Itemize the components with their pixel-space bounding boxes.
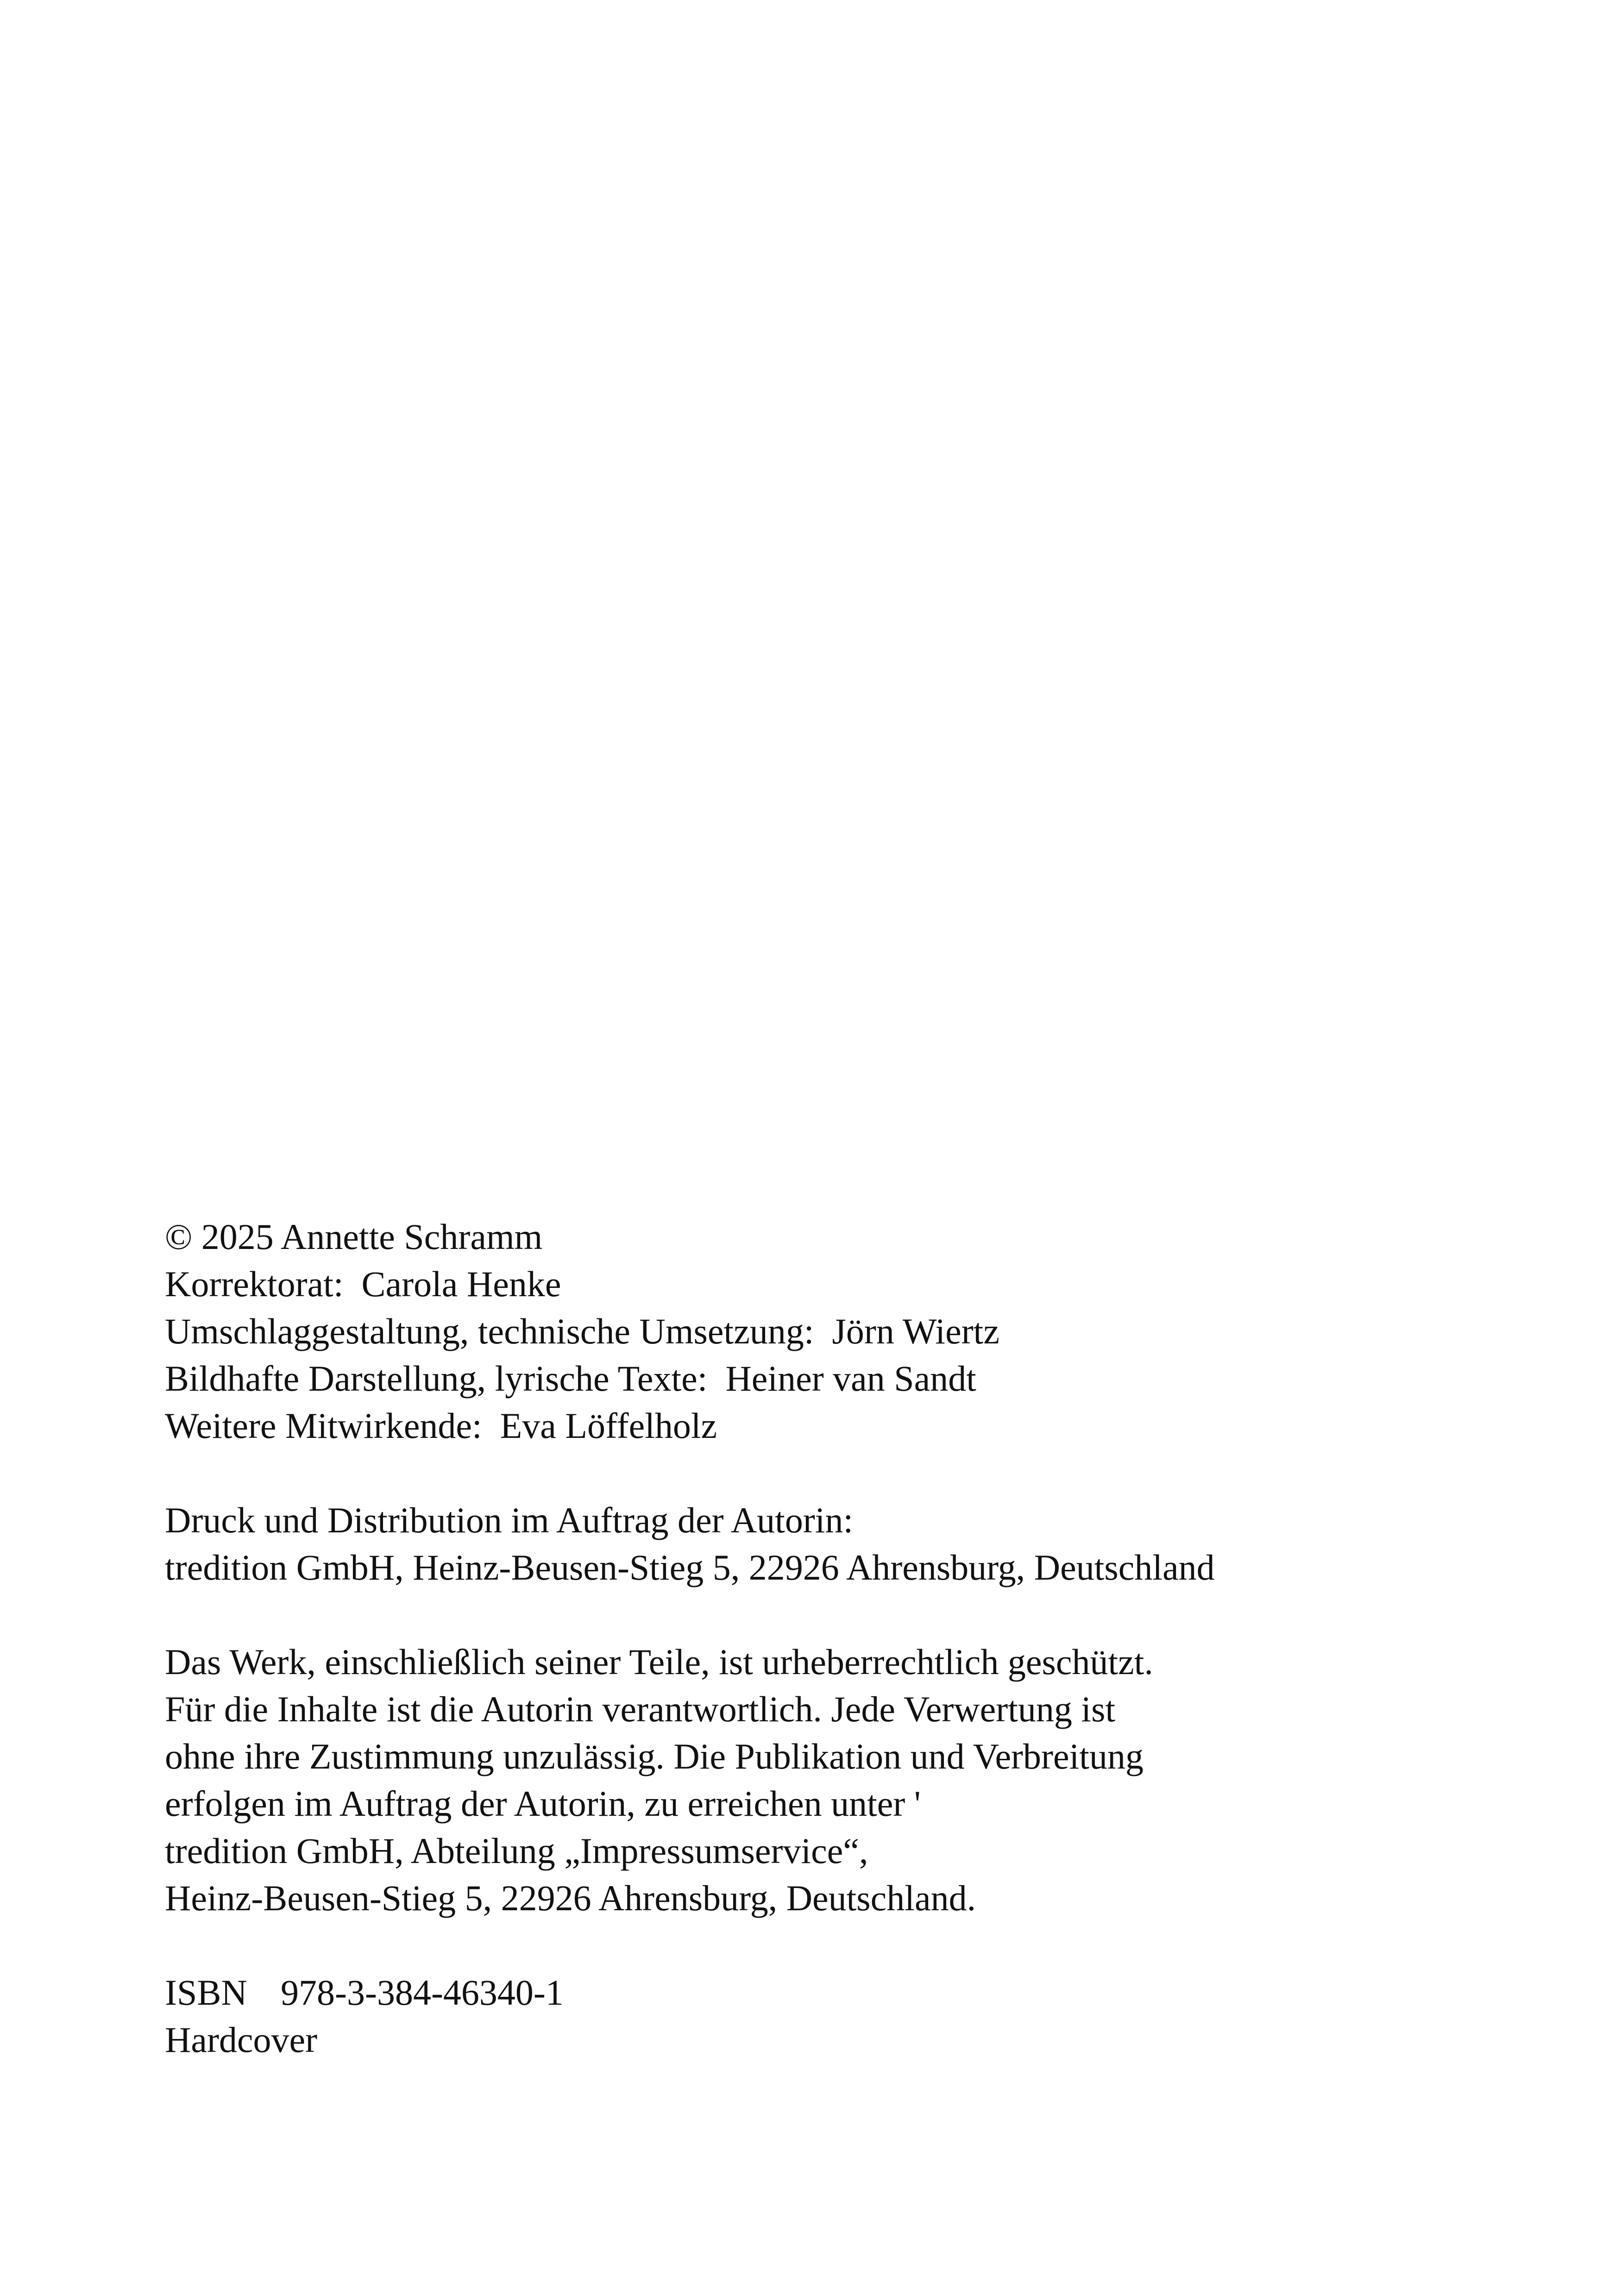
copyright-line: © 2025 Annette Schramm [165,1217,543,1257]
notice-line: ohne ihre Zustimmung unzulässig. Die Publikation und Verbreitung [165,1736,1143,1776]
illustration-credit: Bildhafte Darstellung, lyrische Texte: Heiner van Sandt [165,1358,976,1399]
credits-section [165,1213,1554,1449]
notice-line: Heinz-Beusen-Stieg 5, 22926 Ahrensburg, Deutschland. [165,1878,976,1918]
imprint-block [165,1213,1554,2064]
isbn-row [165,1969,1554,2016]
contributors-credit: Weitere Mitwirkende: Eva Löffelholz [165,1405,717,1446]
cover-design-credit: Umschlaggestaltung, technische Umsetzung: Jörn Wiertz [165,1311,999,1351]
notice-line: tredition GmbH, Abteilung „Impressumservice“, [165,1831,868,1871]
copyright-notice [165,1638,1554,1922]
proofreading-credit: Korrektorat: Carola Henke [165,1264,561,1304]
format-line: Hardcover [165,2020,318,2060]
distribution-section [165,1497,1554,1591]
publication-section [165,1969,1554,2064]
isbn-number: 978-3-384-46340-1 [281,1972,564,2013]
distribution-address: tredition GmbH, Heinz-Beusen-Stieg 5, 22926 Ahrensburg, Deutschland [165,1547,1215,1587]
notice-line: erfolgen im Auftrag der Autorin, zu erreichen unter ' [165,1783,921,1824]
distribution-heading: Druck und Distribution im Auftrag der Autorin: [165,1500,854,1540]
isbn-label: ISBN [165,1972,247,2013]
notice-line: Für die Inhalte ist die Autorin verantwortlich. Jede Verwertung ist [165,1689,1116,1729]
notice-line: Das Werk, einschließlich seiner Teile, ist urheberrechtlich geschützt. [165,1642,1153,1682]
